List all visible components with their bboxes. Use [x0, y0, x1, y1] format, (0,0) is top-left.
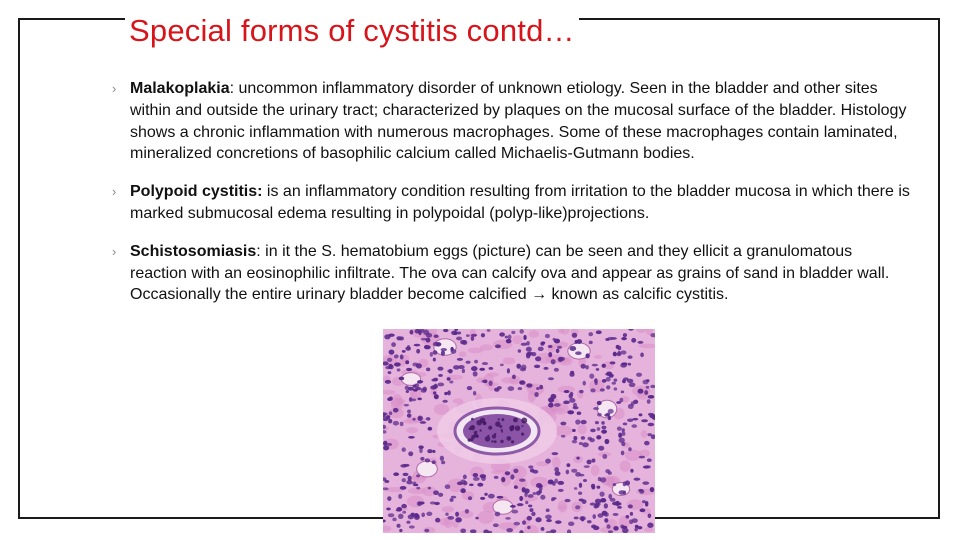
bullet-marker-icon: ›: [112, 81, 117, 96]
bullet-text: is an inflammatory condition resulting from irritation to the bladder mucosa in which there is marked submucosal edema resulting in polypoidal (polyp-like)projections.: [130, 183, 910, 222]
bullet-term: Polypoid cystitis:: [130, 183, 263, 201]
bullet-text: : in it the S. hematobium eggs (picture) can be seen and they ellicit a granulomatous reaction with an eosinophilic infiltrate. The ova can calcify ova and appear as grains of sand in bladder wall. Occasionally the entire urinary bladder become calcified → known as calcific cystitis.: [130, 242, 890, 304]
bullet-text: : uncommon inflammatory disorder of unknown etiology. Seen in the bladder and other sites within and outside the urinary tract; characterized by plaques on the mucosal surface of the bladder. Histology shows a chronic inflammation with numerous macrophages. Some of these macrophages contain laminated, mineralized concretions of basophilic calcium called Michaelis-Gutmann bodies.: [130, 80, 907, 163]
bullet-schistosomiasis: [112, 241, 912, 306]
bullet-polypoid-cystitis: [112, 181, 912, 225]
bullet-marker-icon: ›: [112, 184, 117, 200]
micrograph-drawing: [383, 329, 655, 533]
bullet-term: Malakoplakia: [130, 80, 230, 97]
slide-title: Special forms of cystitis contd…: [125, 10, 579, 52]
bullet-malakoplakia: [112, 78, 912, 165]
bullet-term: Schistosomiasis: [130, 242, 257, 260]
bullet-marker-icon: ›: [112, 243, 117, 259]
schistosoma-egg-micrograph: [383, 329, 655, 533]
bullet-list: [112, 78, 912, 306]
